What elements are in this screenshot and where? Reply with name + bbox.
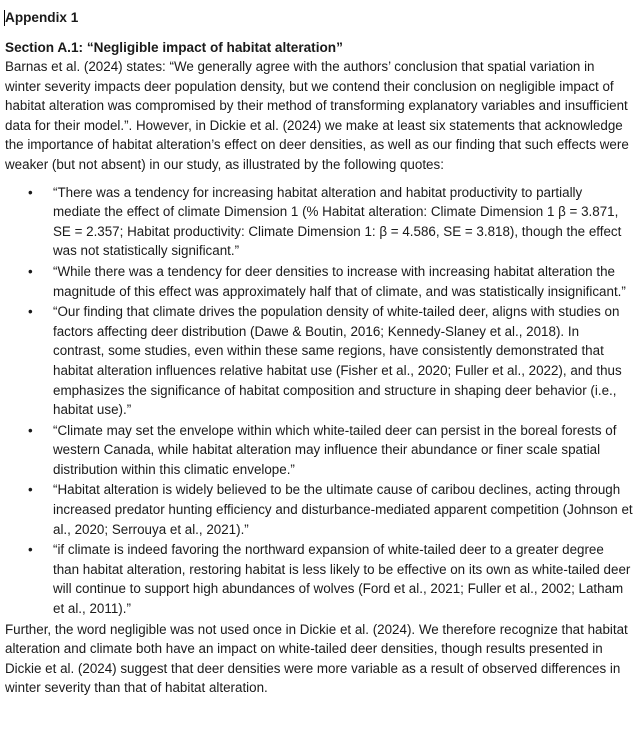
quote-text[interactable]: “While there was a tendency for deer densities to increase with increasing habitat alteration the magnitude of this effect was approximately half that of climate, and was statistically insignificant.” (53, 263, 626, 299)
bullet-icon: • (28, 263, 33, 279)
quote-text[interactable]: “if climate is indeed favoring the northward expansion of white-tailed deer to a greater degree than habitat alteration, restoring habitat is less likely to be effective on its own as white-tailed deer will continue to support high abundances of wolves (Ford et al., 2021; Fuller et al., 2002; Latham et al., 2011).” (53, 542, 631, 617)
quote-list (5, 183, 633, 619)
bullet-icon: • (28, 304, 33, 320)
quote-list-item[interactable] (5, 262, 633, 301)
text-cursor (4, 10, 5, 26)
quote-list-item[interactable] (5, 183, 633, 261)
appendix-title[interactable]: Appendix 1 (5, 10, 79, 25)
quote-list-item[interactable] (5, 540, 633, 618)
quote-list-item[interactable] (5, 421, 633, 480)
intro-paragraph[interactable]: Barnas et al. (2024) states: “We generally agree with the authors’ conclusion that spatial variation in winter severity impacts deer population density, but we contend their conclusion on negligible impact of habitat alteration was compromised by their method of transforming explanatory variables and insufficient data for their model.”. However, in Dickie et al. (2024) we make at least six statements that acknowledge the importance of habitat alteration’s effect on deer densities, as well as our finding that such effects were weaker (but not absent) in our study, as illustrated by the following quotes: (5, 59, 629, 172)
closing-paragraph[interactable]: Further, the word negligible was not used once in Dickie et al. (2024). We therefore recognize that habitat alteration and climate both have an impact on white-tailed deer densities, though results presented in Dickie et al. (2024) suggest that deer densities were more variable as a result of observed differences in winter severity than that of habitat alteration. (5, 621, 628, 696)
bullet-icon: • (28, 542, 33, 558)
quote-text[interactable]: “Climate may set the envelope within which white-tailed deer can persist in the boreal forests of western Canada, while habitat alteration may influence their abundance or finer scale spatial distribution within this climatic envelope.” (53, 422, 617, 477)
quote-text[interactable]: “Habitat alteration is widely believed to be the ultimate cause of caribou declines, acting through increased predator hunting efficiency and disturbance-mediated apparent competition (Johnson et al., 2020; Serrouya et al., 2021).” (53, 482, 633, 537)
bullet-icon: • (28, 422, 33, 438)
bullet-icon: • (28, 184, 33, 200)
section-heading[interactable]: Section A.1: “Negligible impact of habitat alteration” (5, 40, 343, 55)
bullet-icon: • (28, 482, 33, 498)
document-page[interactable] (5, 8, 633, 698)
appendix-heading[interactable] (5, 8, 633, 27)
quote-text[interactable]: “There was a tendency for increasing habitat alteration and habitat productivity to partially mediate the effect of climate Dimension 1 (% Habitat alteration: Climate Dimension 1 β = 3.871, SE = 2.357; Habitat productivity: Climate Dimension 1: β = 4.586, SE = 3.818), though the effect was not statistically significant.” (53, 184, 622, 259)
quote-text[interactable]: “Our finding that climate drives the population density of white-tailed deer, aligns with studies on factors affecting deer distribution (Dawe & Boutin, 2016; Kennedy-Slaney et al., 2018). In contrast, some studies, even within these same regions, have consistently demonstrated that habitat alteration influences relative habitat use (Fisher et al., 2020; Fuller et al., 2022), and thus emphasizes the significance of habitat composition and structure in shaping deer behavior (i.e., habitat use).” (53, 304, 622, 418)
quote-list-item[interactable] (5, 302, 633, 420)
quote-list-item[interactable] (5, 480, 633, 539)
